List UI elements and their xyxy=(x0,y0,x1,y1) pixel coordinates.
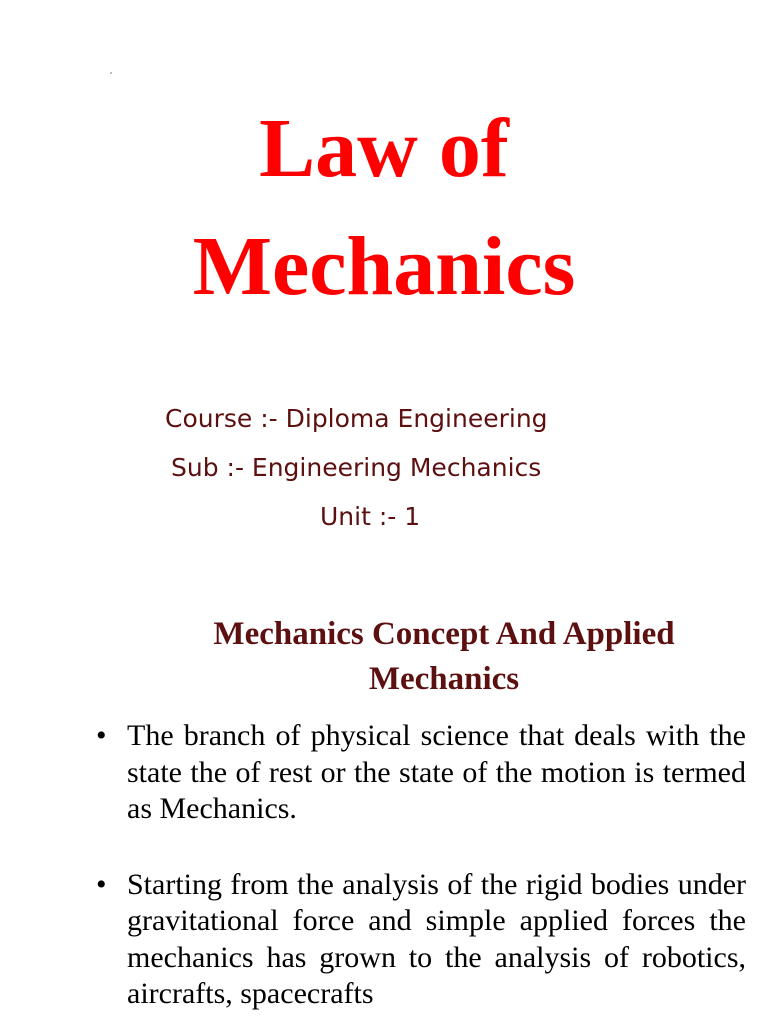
bullet-icon: • xyxy=(96,719,107,752)
decorative-dot xyxy=(110,72,112,74)
unit-label: Unit :- 1 xyxy=(320,502,421,531)
subject-label: Sub :- Engineering Mechanics xyxy=(171,453,542,482)
slide-title xyxy=(0,90,768,326)
slide-title-line-2: Mechanics xyxy=(192,220,576,313)
slide-title-line-1: Law of xyxy=(259,102,509,195)
bullet-item xyxy=(0,867,768,1013)
bullet-item xyxy=(0,718,768,828)
course-label: Course :- Diploma Engineering xyxy=(165,404,548,433)
bullet-list xyxy=(0,718,768,1024)
bullet-text: The branch of physical science that deals with the state the of rest or the state of the motion is termed as Mechanics. xyxy=(127,719,746,825)
bullet-text: Starting from the analysis of the rigid bodies under gravitational force and simple applied forces the mechanics has grown to the analysis of robotics, aircrafts, spacecrafts xyxy=(127,867,746,1010)
bullet-icon: • xyxy=(96,867,107,901)
section-heading: Mechanics Concept And Applied Mechanics xyxy=(213,616,675,697)
